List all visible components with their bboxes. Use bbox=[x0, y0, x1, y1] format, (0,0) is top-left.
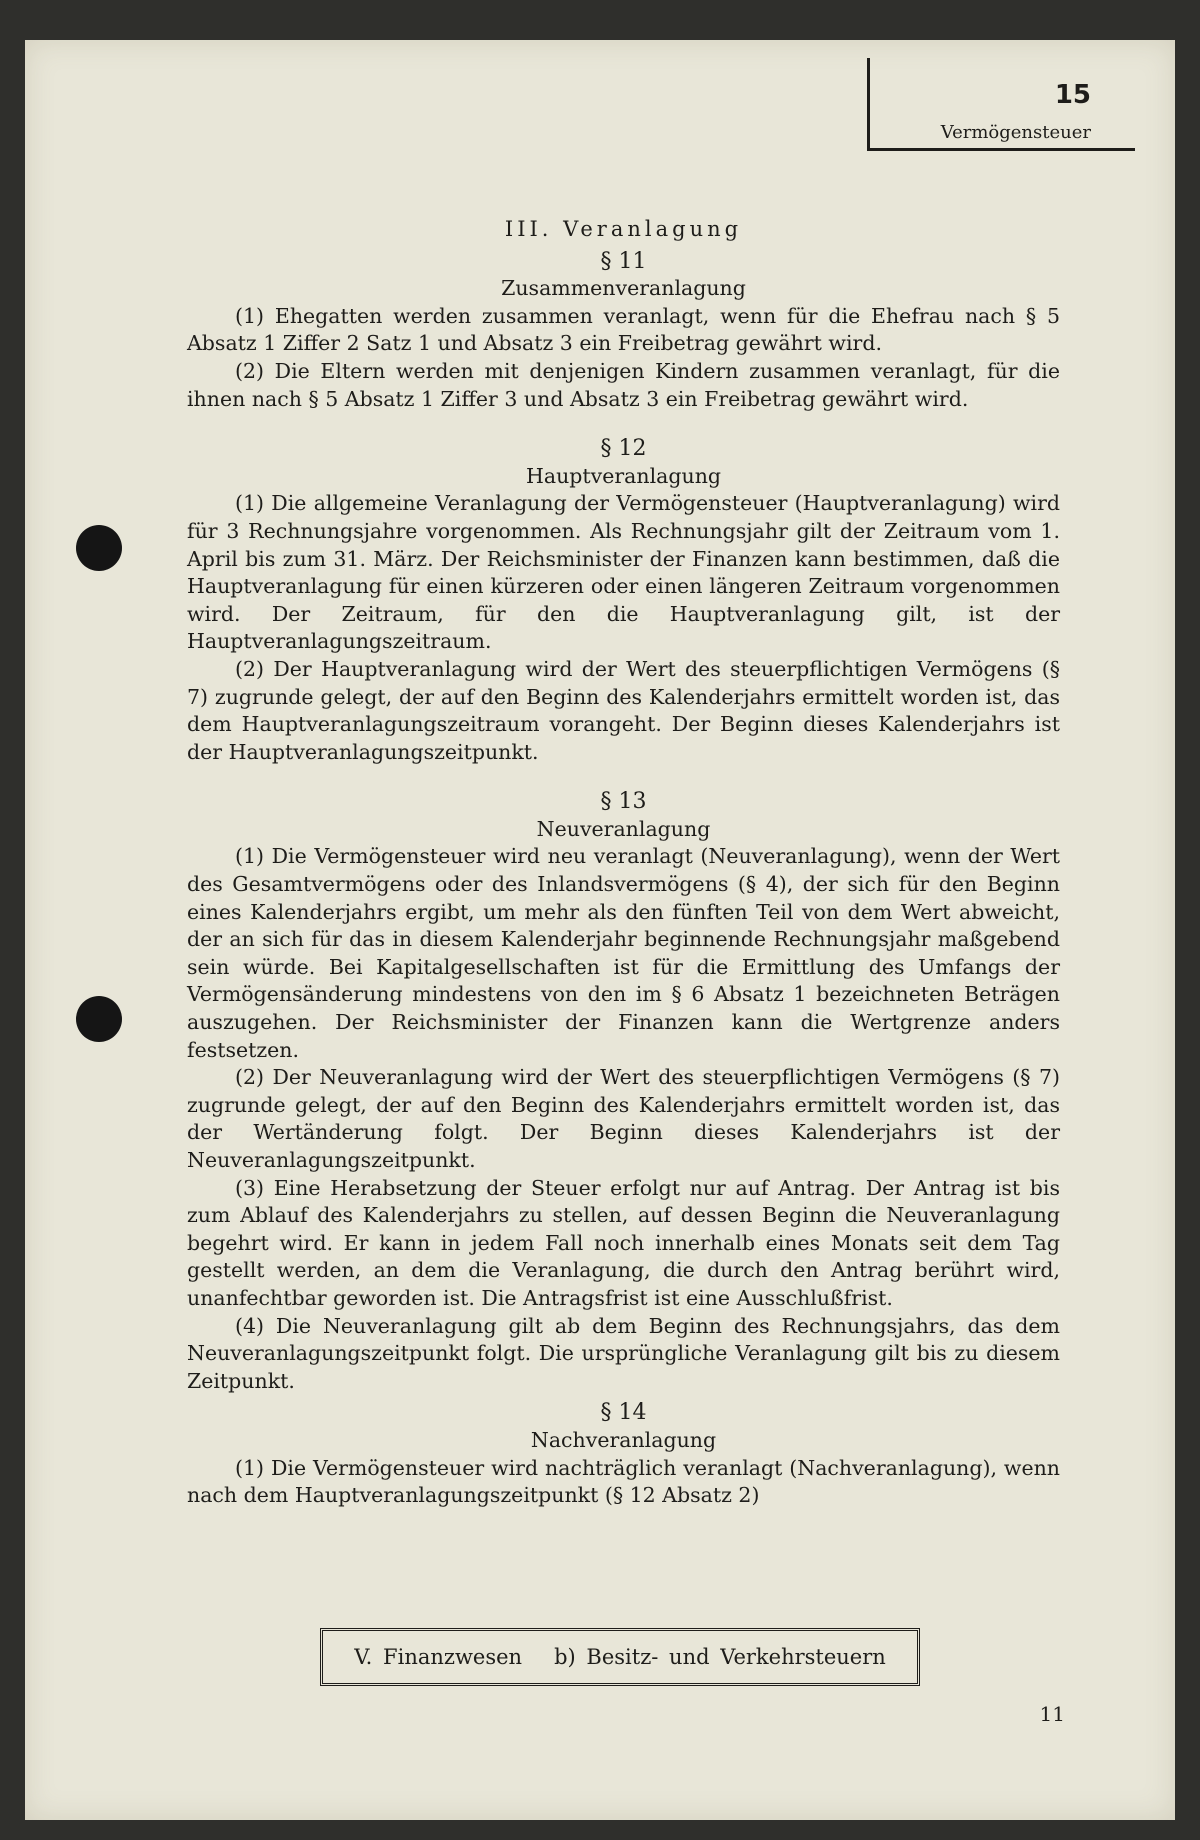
section-paragraph: (1) Ehegatten werden zusammen veranlagt, wenn für die Ehefrau nach § 5 Absatz 1 Ziffer 2 Satz 1 und Absatz 3 ein Freibetrag gewährt wird. bbox=[187, 303, 1060, 356]
punch-hole bbox=[76, 996, 122, 1042]
section-title: Hauptveranlagung bbox=[525, 463, 722, 488]
section-paragraph: (4) Die Neuveranlagung gilt ab dem Beginn des Rechnungsjahrs, das dem Neuveranlagungszeitpunkt folgt. Die ursprüngliche Veranlagung gilt bis zu diesem Zeitpunkt. bbox=[187, 1313, 1060, 1393]
section-number: § 14 bbox=[600, 1400, 647, 1426]
section-title: Zusammenveranlagung bbox=[501, 276, 746, 301]
header-subject: Vermögensteuer bbox=[940, 122, 1091, 143]
section-paragraph: (1) Die Vermögensteuer wird neu veranlagt (Neuveranlagung), wenn der Wert des Gesamtvermögens oder des Inlandsvermögens (§ 4), der sich für den Beginn eines Kalenderjahrs ergibt, um mehr als den fünften Teil von dem Wert abweicht, der an sich für das in diesem Kalenderjahr beginnende Rechnungsjahr maßgebend sein würde. Bei Kapitalgesellschaften ist für die Ermittlung des Umfangs der Vermögensänderung mindestens von den im § 6 Absatz 1 bezeichneten Beträgen auszugehen. Der Reichsminister der Finanzen kann die Wertgrenze anders festsetzen. bbox=[187, 844, 1060, 1062]
footer-page-number: 11 bbox=[1039, 1702, 1065, 1726]
section-title: Neuveranlagung bbox=[536, 816, 711, 841]
document-page bbox=[25, 40, 1175, 1820]
header-page-number: 15 bbox=[1054, 80, 1091, 110]
section-number: § 11 bbox=[600, 248, 647, 274]
section-number: § 13 bbox=[600, 789, 647, 815]
punch-hole bbox=[76, 525, 122, 571]
chapter-title: III. Veranlagung bbox=[504, 217, 743, 241]
footer-category-box bbox=[320, 1628, 920, 1686]
section-paragraph: (2) Der Neuveranlagung wird der Wert des steuerpflichtigen Vermögens (§ 7) zugrunde gelegt, der auf den Beginn des Kalenderjahrs ermittelt worden ist, das der Wertänderung folgt. Der Beginn dieses Kalenderjahrs ist der Neuveranlagungszeitpunkt. bbox=[187, 1065, 1060, 1172]
section-number: § 12 bbox=[600, 436, 647, 462]
footer-category: V. Finanzwesen b) Besitz- und Verkehrsteuern bbox=[354, 1645, 886, 1669]
section-paragraph: (1) Die allgemeine Veranlagung der Vermögensteuer (Hauptveranlagung) wird für 3 Rechnungsjahre vorgenommen. Als Rechnungsjahr gilt der Zeitraum vom 1. April bis zum 31. März. Der Reichsminister der Finanzen kann bestimmen, daß die Hauptveranlagung für einen kürzeren oder einen längeren Zeitraum vorgenommen wird. Der Zeitraum, für den die Hauptveranlagung gilt, ist der Hauptveranlagungszeitraum. bbox=[187, 491, 1060, 654]
section-paragraph: (1) Die Vermögensteuer wird nachträglich veranlagt (Nachveranlagung), wenn nach dem Hauptveranlagungszeitpunkt (§ 12 Absatz 2) bbox=[187, 1455, 1060, 1508]
section-title: Nachveranlagung bbox=[530, 1427, 717, 1452]
section-paragraph: (3) Eine Herabsetzung der Steuer erfolgt nur auf Antrag. Der Antrag ist bis zum Ablauf des Kalenderjahrs zu stellen, auf dessen Beginn die Neuveranlagung begehrt wird. Er kann in jedem Fall noch innerhalb eines Monats seit dem Tag gestellt werden, an dem die Veranlagung, die durch den Antrag berührt wird, unanfechtbar geworden ist. Die Antragsfrist ist eine Ausschlußfrist. bbox=[187, 1175, 1060, 1310]
section-paragraph: (2) Der Hauptveranlagung wird der Wert des steuerpflichtigen Vermögens (§ 7) zugrunde gelegt, der auf den Beginn des Kalenderjahrs ermittelt worden ist, das dem Hauptveranlagungszeitraum vorangeht. Der Beginn dieses Kalenderjahrs ist der Hauptveranlagungszeitpunkt. bbox=[187, 656, 1060, 764]
document-body bbox=[187, 216, 1060, 1510]
header-tab bbox=[867, 58, 1135, 151]
section-paragraph: (2) Die Eltern werden mit denjenigen Kindern zusammen veranlagt, für die ihnen nach § 5 Absatz 1 Ziffer 3 und Absatz 3 ein Freibetrag gewährt wird. bbox=[187, 358, 1060, 411]
